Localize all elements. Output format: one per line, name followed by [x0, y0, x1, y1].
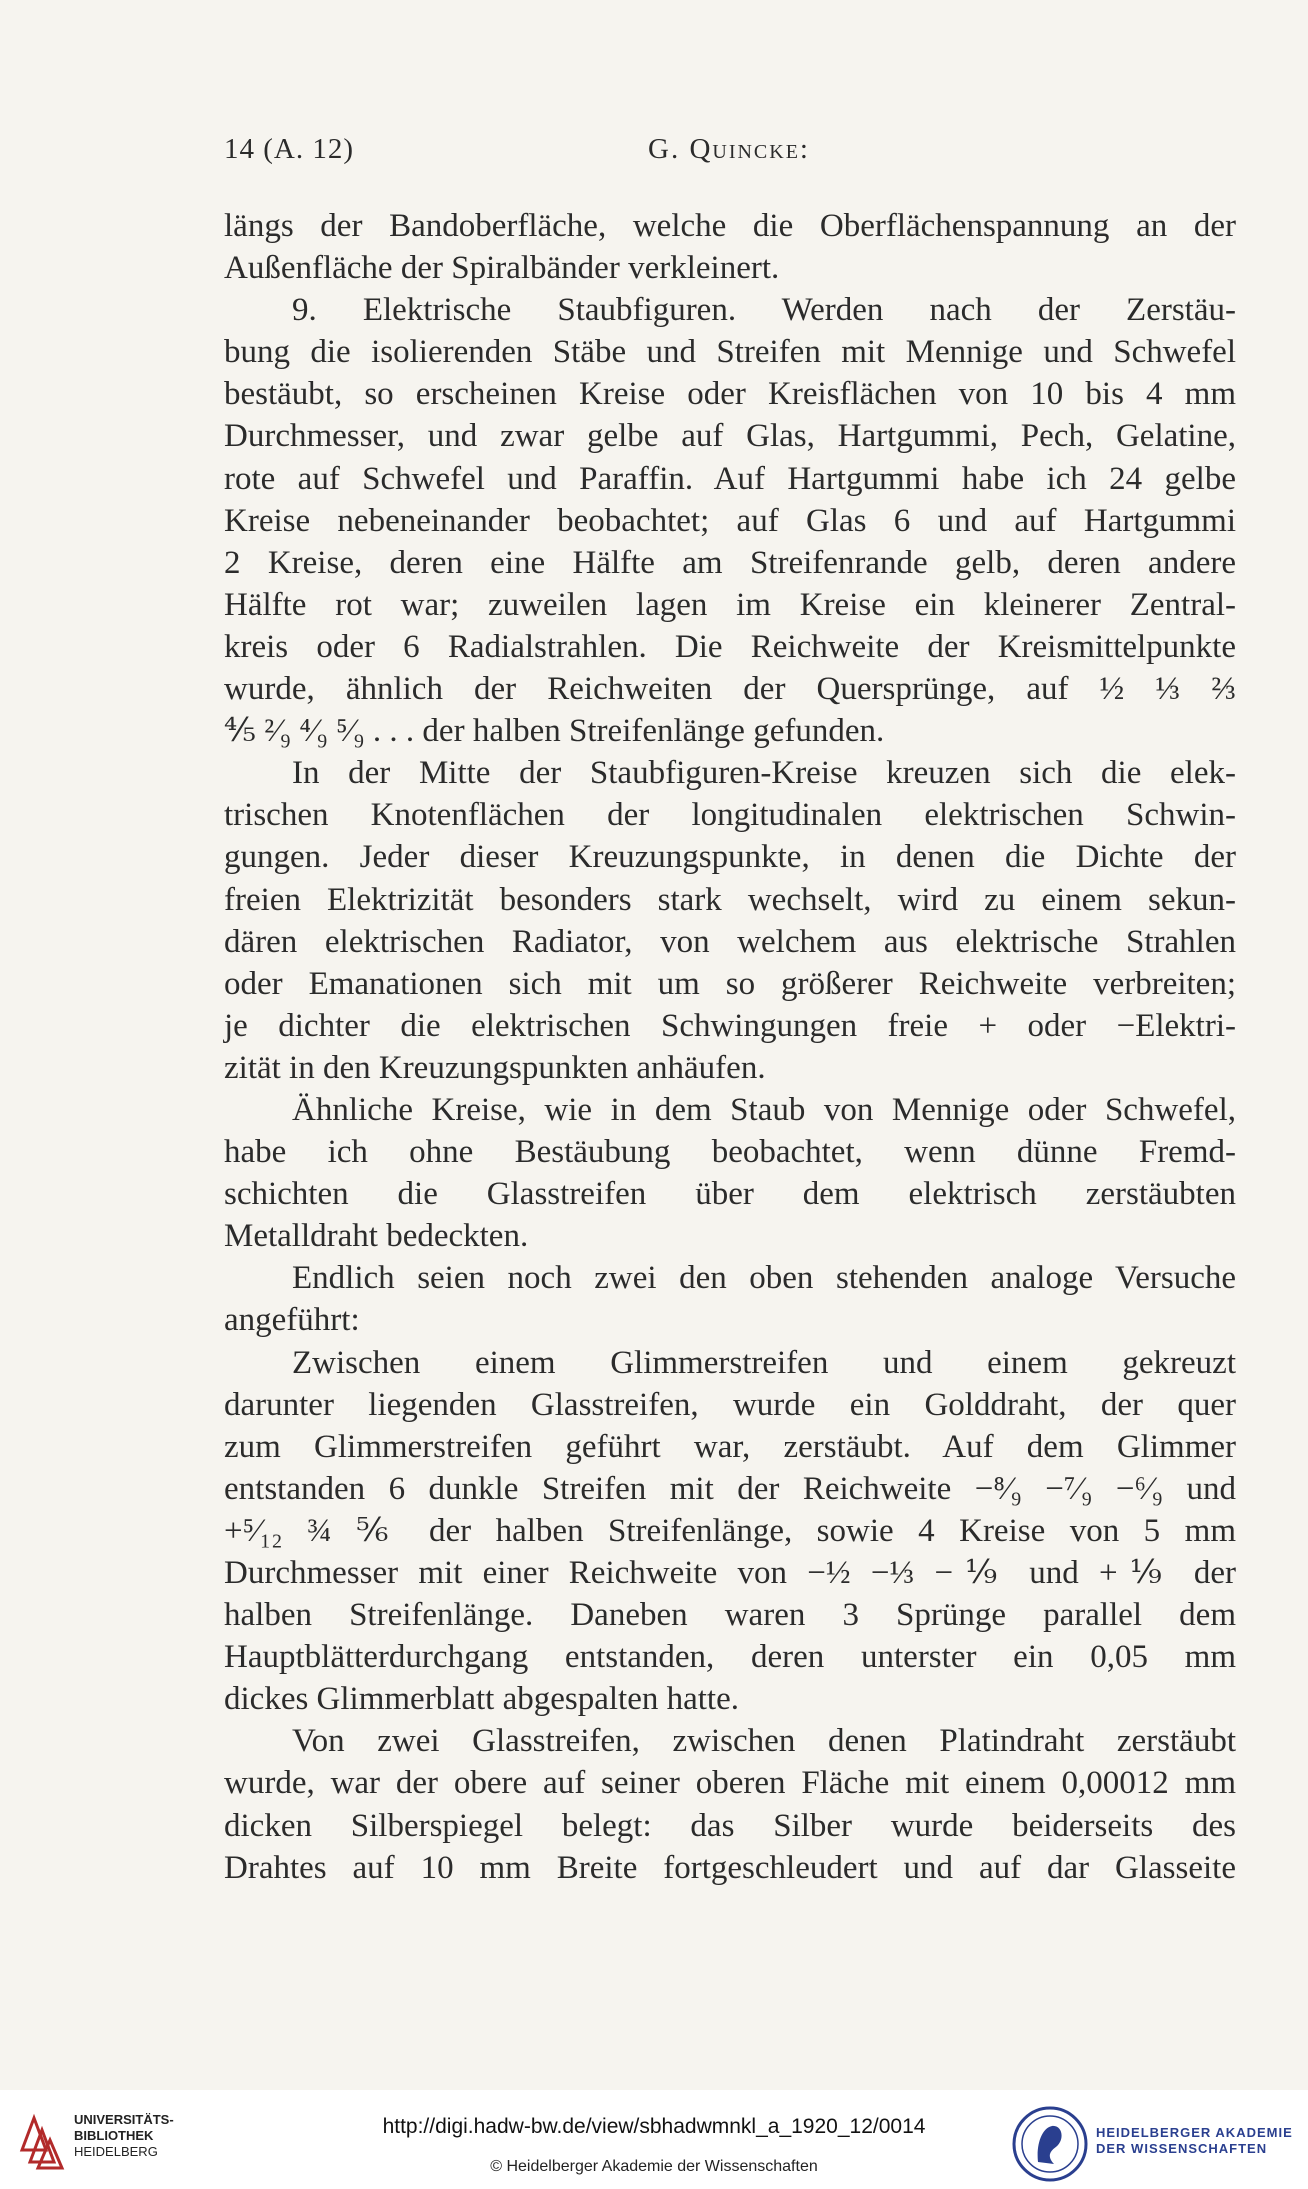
library-name-line3: HEIDELBERG: [74, 2144, 158, 2159]
academy-name: [1096, 2125, 1293, 2157]
text-line: rote auf Schwefel und Paraffin. Auf Hartgummi habe ich 24 gelbe: [224, 460, 1236, 497]
text-line: habe ich ohne Bestäubung beobachtet, wenn dünne Fremd-: [224, 1134, 1236, 1171]
text-line: entstanden 6 dunkle Streifen mit der Reichweite −⁸⁄₉ −⁷⁄₉ −⁶⁄₉ und: [224, 1470, 1236, 1507]
text-line: Durchmesser, und zwar gelbe auf Glas, Hartgummi, Pech, Gelatine,: [224, 418, 1236, 455]
text-line: wurde, war der obere auf seiner oberen Fläche mit einem 0,00012 mm: [224, 1765, 1236, 1802]
text-line: freien Elektrizität besonders stark wechselt, wird zu einem sekun-: [224, 881, 1236, 918]
text-line: darunter liegenden Glasstreifen, wurde ein Golddraht, der quer: [224, 1386, 1236, 1423]
text-line: 2 Kreise, deren eine Hälfte am Streifenrande gelb, deren andere: [224, 544, 1236, 581]
text-line: bestäubt, so erscheinen Kreise oder Kreisflächen von 10 bis 4 mm: [224, 376, 1236, 413]
text-line: wurde, ähnlich der Reichweiten der Quersprünge, auf ½ ⅓ ⅔: [224, 671, 1236, 708]
text-line: dickes Glimmerblatt abgespalten hatte.: [224, 1681, 739, 1718]
permalink-url[interactable]: http://digi.hadw-bw.de/view/sbhadwmnkl_a_1920_12/0014: [382, 2115, 926, 2138]
text-line: angeführt:: [224, 1302, 360, 1339]
text-line: längs der Bandoberfläche, welche die Oberflächenspannung an der: [224, 208, 1236, 244]
text-line: zum Glimmerstreifen geführt war, zerstäubt. Auf dem Glimmer: [224, 1428, 1236, 1465]
text-line: kreis oder 6 Radialstrahlen. Die Reichweite der Kreismittelpunkte: [224, 628, 1236, 665]
text-line: Ähnliche Kreise, wie in dem Staub von Mennige oder Schwefel,: [292, 1091, 1236, 1128]
text-line: Kreise nebeneinander beobachtet; auf Glas 6 und auf Hartgummi: [224, 502, 1236, 539]
text-line: Hauptblätterdurchgang entstanden, deren unterster ein 0,05 mm: [224, 1639, 1236, 1676]
text-line: gungen. Jeder dieser Kreuzungspunkte, in denen die Dichte der: [224, 839, 1236, 876]
text-line: Außenfläche der Spiralbänder verkleinert.: [224, 250, 780, 287]
text-line: Durchmesser mit einer Reichweite von −½ −⅓ −⅑ und +⅑ der: [224, 1555, 1236, 1591]
academy-name-line1: HEIDELBERGER AKADEMIE: [1096, 2125, 1293, 2140]
text-line: zität in den Kreuzungspunkten anhäufen.: [224, 1049, 766, 1086]
body-text: [224, 205, 1236, 1889]
text-line: 9. Elektrische Staubfiguren. Werden nach der Zerstäu-: [292, 292, 1236, 329]
text-line: ⅘ ²⁄₉ ⁴⁄₉ ⁵⁄₉ . . . der halben Streifenlänge gefunden.: [224, 713, 885, 750]
copyright-notice: © Heidelberger Akademie der Wissenschaften: [490, 2158, 818, 2175]
text-line: bung die isolierenden Stäbe und Streifen mit Mennige und Schwefel: [224, 334, 1236, 371]
library-name-line1: UNIVERSITÄTS-: [74, 2112, 174, 2127]
text-line: halben Streifenlänge. Daneben waren 3 Sprünge parallel dem: [224, 1597, 1236, 1634]
text-line: Hälfte rot war; zuweilen lagen im Kreise ein kleinerer Zentral-: [224, 586, 1236, 623]
text-line: In der Mitte der Staubfiguren-Kreise kreuzen sich die elek-: [292, 755, 1236, 792]
text-line: Endlich seien noch zwei den oben stehenden analoge Versuche: [292, 1260, 1236, 1297]
running-head: [224, 133, 1094, 173]
text-line: dicken Silberspiegel belegt: das Silber wurde beiderseits des: [224, 1807, 1236, 1844]
page-number: 14 (A. 12): [224, 133, 355, 165]
text-line: oder Emanationen sich mit um so größerer Reichweite verbreiten;: [224, 965, 1236, 1002]
text-line: trischen Knotenflächen der longitudinalen elektrischen Schwin-: [224, 797, 1236, 834]
academy-name-line2: DER WISSENSCHAFTEN: [1096, 2141, 1268, 2156]
library-name-line2: BIBLIOTHEK: [74, 2128, 154, 2143]
academy-seal-icon: [1010, 2104, 1090, 2184]
text-line: je dichter die elektrischen Schwingungen freie + oder −Elektri-: [224, 1007, 1236, 1044]
text-line: schichten die Glasstreifen über dem elektrisch zerstäubten: [224, 1176, 1236, 1213]
running-head-author: G. Quincke:: [648, 133, 810, 165]
text-line: dären elektrischen Radiator, von welchem aus elektrische Strahlen: [224, 923, 1236, 960]
text-line: Metalldraht bedeckten.: [224, 1218, 529, 1255]
text-line: +⁵⁄₁₂ ¾ ⅚ der halben Streifenlänge, sowie 4 Kreise von 5 mm: [224, 1512, 1236, 1549]
text-line: Drahtes auf 10 mm Breite fortgeschleudert und auf dar Glasseite: [224, 1849, 1236, 1886]
text-line: Zwischen einem Glimmerstreifen und einem gekreuzt: [292, 1344, 1236, 1381]
text-line: Von zwei Glasstreifen, zwischen denen Platindraht zerstäubt: [292, 1723, 1236, 1760]
